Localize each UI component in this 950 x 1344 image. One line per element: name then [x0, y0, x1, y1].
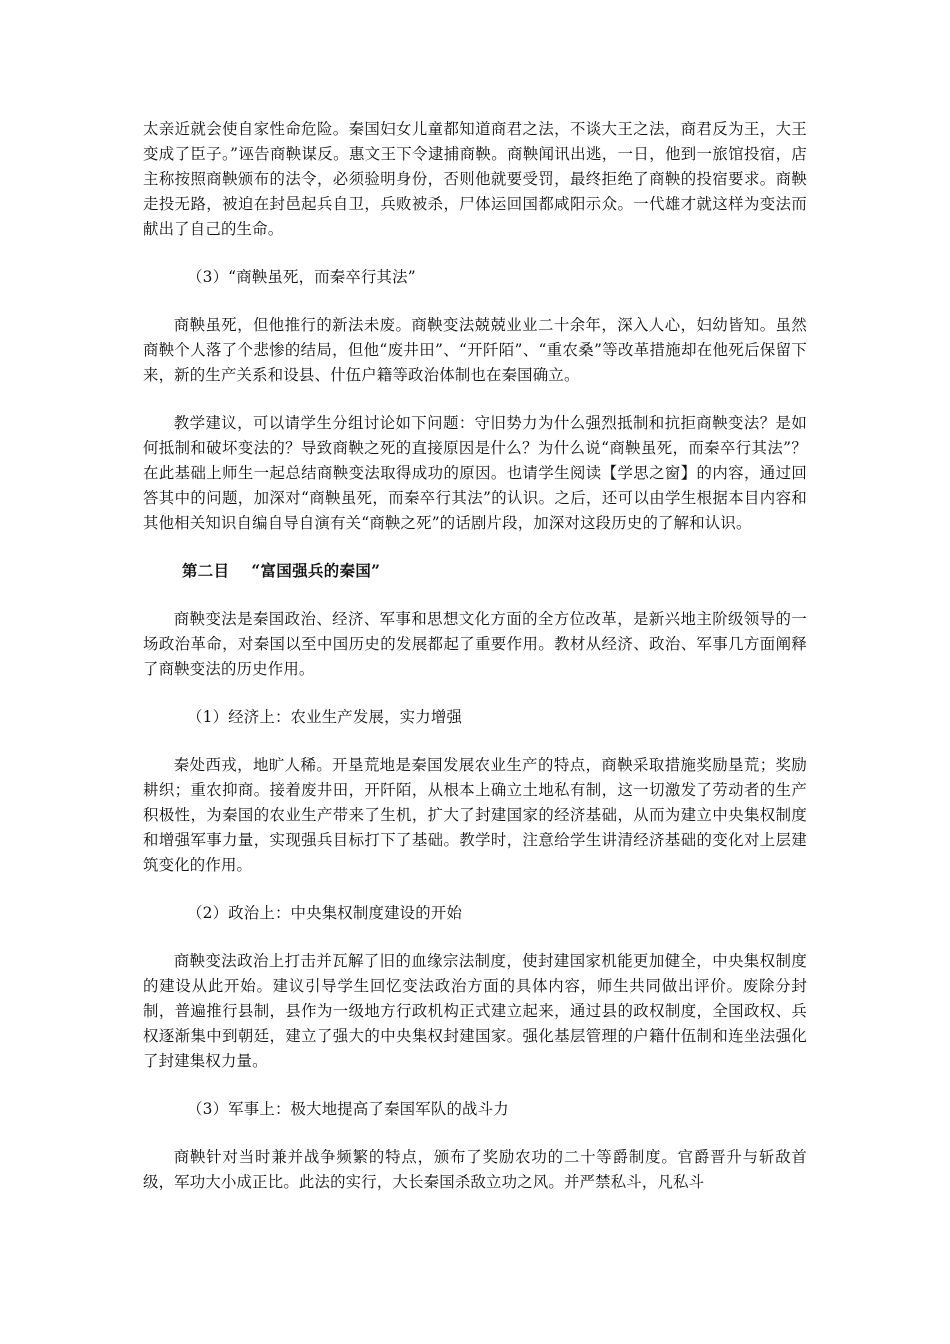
- paragraph: 商鞅虽死，但他推行的新法未废。商鞅变法兢兢业业二十余年，深入人心，妇幼皆知。虽然商鞅个人落了个悲惨的结局，但他“废井田”、“开阡陌”、“重农桑”等改革措施却在他死后保留下来，新的生产关系和设县、什伍户籍等政治体制也在秦国确立。: [143, 316, 807, 384]
- subsection-title: （1）经济上：农业生产发展，实力增强: [187, 708, 463, 726]
- document-body: [143, 117, 807, 1218]
- section-heading: [143, 559, 807, 584]
- section-heading-label: 第二目: [182, 562, 230, 580]
- subsection-title: （3）军事上：极大地提高了秦国军队的战斗力: [187, 1100, 509, 1118]
- paragraph: 商鞅变法是秦国政治、经济、军事和思想文化方面的全方位改革，是新兴地主阶级领导的一场政治革命，对秦国以至中国历史的发展都起了重要作用。教材从经济、政治、军事几方面阐释了商鞅变法的历史作用。: [143, 610, 807, 678]
- paragraph: 秦处西戎，地旷人稀。开垦荒地是秦国发展农业生产的特点，商鞅采取措施奖励垦荒；奖励耕织；重农抑商。接着废井田，开阡陌，从根本上确立土地私有制，这一切激发了劳动者的生产积极性，为秦国的农业生产带来了生机，扩大了封建国家的经济基础，从而为建立中央集权制度和增强军事力量，实现强兵目标打下了基础。教学时，注意给学生讲清经济基础的变化对上层建筑变化的作用。: [143, 756, 807, 874]
- paragraph: 商鞅针对当时兼并战争频繁的特点，颁布了奖励农功的二十等爵制度。官爵晋升与斩敌首级，军功大小成正比。此法的实行，大长秦国杀敌立功之风。并严禁私斗，凡私斗: [143, 1148, 807, 1191]
- paragraph: 教学建议，可以请学生分组讨论如下问题：守旧势力为什么强烈抵制和抗拒商鞅变法？是如何抵制和破坏变法的？导致商鞅之死的直接原因是什么？为什么说“商鞅虽死，而秦卒行其法”？在此基础上师生一起总结商鞅变法取得成功的原因。也请学生阅读【学思之窗】的内容，通过回答其中的问题，加深对“商鞅虽死，而秦卒行其法”的认识。之后，还可以由学生根据本目内容和其他相关知识自编自导自演有关“商鞅之死”的话剧片段，加深对这段历史的了解和认识。: [143, 414, 807, 532]
- section-heading-title: “富国强兵的秦国”: [251, 562, 381, 580]
- subsection-title: （2）政治上：中央集权制度建设的开始: [187, 904, 463, 922]
- paragraph-continued: 太亲近就会使自家性命危险。秦国妇女儿童都知道商君之法，不谈大王之法，商君反为王，大王变成了臣子。”诬告商鞅谋反。惠文王下令逮捕商鞅。商鞅闻讯出逃，一日，他到一旅馆投宿，店主称按照商鞅颁布的法令，必须验明身份，否则他就要受罚，最终拒绝了商鞅的投宿要求。商鞅走投无路，被迫在封邑起兵自卫，兵败被杀，尸体运回国都咸阳示众。一代雄才就这样为变法而献出了自己的生命。: [143, 120, 807, 238]
- subsection-title: （3）“商鞅虽死，而秦卒行其法”: [187, 268, 416, 286]
- paragraph: 商鞅变法政治上打击并瓦解了旧的血缘宗法制度，使封建国家机能更加健全，中央集权制度的建设从此开始。建议引导学生回忆变法政治方面的具体内容，师生共同做出评价。废除分封制，普遍推行县制，县作为一级地方行政机构正式建立起来，通过县的政权制度，全国政权、兵权逐渐集中到朝廷，建立了强大的中央集权封建国家。强化基层管理的户籍什伍制和连坐法强化了封建集权力量。: [143, 952, 807, 1070]
